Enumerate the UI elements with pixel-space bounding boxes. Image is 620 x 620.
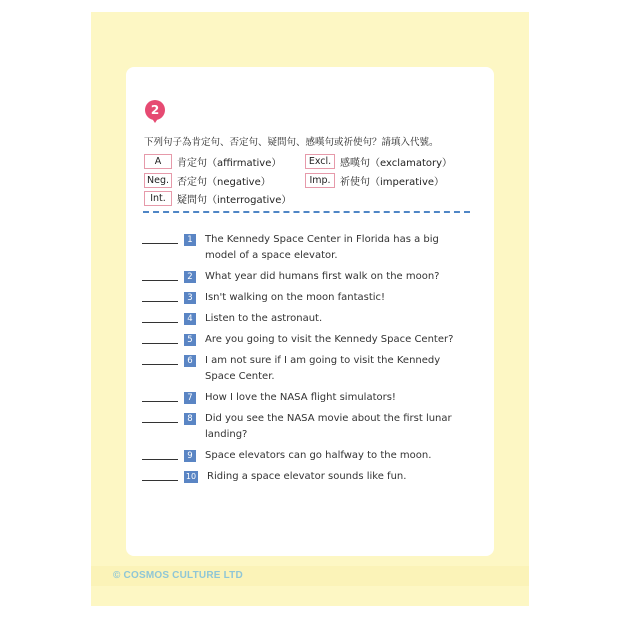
answer-blank[interactable]: [142, 231, 178, 244]
question-number: 2: [184, 271, 196, 283]
question-text: How I love the NASA flight simulators!: [205, 392, 396, 403]
legend-code: Neg.: [144, 173, 172, 188]
question-text: Space elevators can go halfway to the moon.: [205, 450, 432, 461]
legend-label: 肯定句（affirmative）: [177, 158, 282, 169]
answer-blank[interactable]: [142, 352, 178, 365]
question-number: 9: [184, 450, 196, 462]
legend-code: Int.: [144, 191, 172, 206]
question-text: What year did humans first walk on the moon?: [205, 271, 440, 282]
question-item: [142, 290, 482, 306]
question-number: 4: [184, 313, 196, 325]
question-text: Are you going to visit the Kennedy Space Center?: [205, 334, 454, 345]
answer-blank[interactable]: [142, 310, 178, 323]
answer-blank[interactable]: [142, 268, 178, 281]
answer-blank[interactable]: [142, 389, 178, 402]
exercise-number-badge: 2: [145, 100, 165, 120]
legend-code: A: [144, 154, 172, 169]
question-item: [142, 232, 482, 264]
question-list: [142, 232, 482, 490]
question-text: The Kennedy Space Center in Florida has a big model of a space elevator.: [205, 234, 439, 261]
question-number: 6: [184, 355, 196, 367]
dashed-divider: [143, 211, 470, 213]
legend-label: 祈使句（imperative）: [340, 177, 445, 188]
badge-tail: [151, 117, 159, 123]
answer-blank[interactable]: [142, 468, 178, 481]
legend-item-interrogative: [144, 191, 291, 206]
question-item: [142, 390, 482, 406]
answer-blank[interactable]: [142, 410, 178, 423]
question-text: Isn't walking on the moon fantastic!: [205, 292, 386, 303]
answer-blank[interactable]: [142, 289, 178, 302]
question-text: Listen to the astronaut.: [205, 313, 323, 324]
answer-blank[interactable]: [142, 331, 178, 344]
question-text: Riding a space elevator sounds like fun.: [207, 471, 407, 482]
question-number: 1: [184, 234, 196, 246]
legend-label: 否定句（negative）: [177, 177, 271, 188]
question-text: Did you see the NASA movie about the first lunar landing?: [205, 413, 452, 440]
question-text: I am not sure if I am going to visit the Kennedy Space Center.: [205, 355, 441, 382]
question-item: [142, 311, 482, 327]
question-number: 7: [184, 392, 196, 404]
question-item: [142, 353, 482, 385]
question-item: [142, 448, 482, 464]
question-number: 3: [184, 292, 196, 304]
legend-code: Imp.: [305, 173, 335, 188]
legend-item-imperative: [305, 173, 444, 188]
question-item: [142, 411, 482, 443]
answer-blank[interactable]: [142, 447, 178, 460]
question-number: 8: [184, 413, 196, 425]
question-number: 5: [184, 334, 196, 346]
legend-code: Excl.: [305, 154, 335, 169]
question-item: [142, 469, 482, 485]
legend-item-affirmative: [144, 154, 281, 169]
legend-item-negative: [144, 173, 271, 188]
question-number: 10: [185, 472, 197, 481]
legend-label: 疑問句（interrogative）: [177, 195, 292, 206]
copyright-footer: © COSMOS CULTURE LTD: [113, 570, 243, 581]
instruction-text: 下列句子為肯定句、否定句、疑問句、感嘆句或祈使句？請填入代號。: [144, 137, 439, 148]
question-item: [142, 269, 482, 285]
legend-label: 感嘆句（exclamatory）: [340, 158, 453, 169]
legend-item-exclamatory: [305, 154, 452, 169]
question-item: [142, 332, 482, 348]
